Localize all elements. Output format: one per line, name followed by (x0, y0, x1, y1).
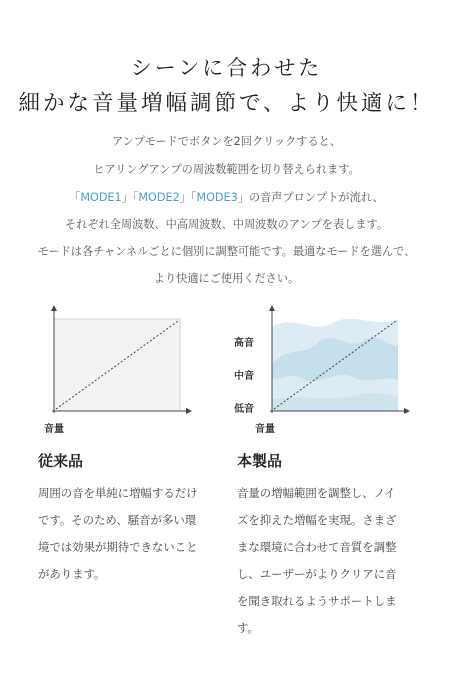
text-line: 周囲の音を単純に増幅するだけ (38, 486, 198, 500)
bracket-open: 「 (69, 191, 81, 204)
product-heading: 本製品 (237, 452, 283, 470)
text-line: です。そのため、騒音が多い環 (38, 513, 197, 527)
product-description (237, 480, 447, 642)
level-low-label: 低音 (234, 404, 254, 415)
x-axis-arrow (186, 408, 192, 414)
description-line-5: モードは各チャンネルごとに個別に調整可能です。最適なモードを選んで、 (37, 245, 416, 258)
text-line: 音量の増幅範囲を調整し、ノイ (237, 486, 396, 500)
mode1-label: MODE1 (80, 191, 122, 204)
text-line: ズを抑えた増幅を実現。さまざ (237, 513, 397, 527)
title-line-1: シーンに合わせた (130, 56, 323, 80)
conventional-heading: 従来品 (38, 452, 84, 470)
description-line-3 (0, 189, 453, 205)
right-x-axis-label: 音量 (255, 424, 275, 435)
description-line-3-rest: 」の音声プロンプトが流れ、 (237, 191, 384, 204)
text-line: す。 (237, 621, 259, 635)
text-line: し、ユーザーがよりクリアに音 (237, 567, 397, 581)
conventional-description (38, 480, 248, 588)
conventional-chart (40, 305, 200, 420)
level-high-label: 高音 (234, 338, 254, 349)
product-chart (258, 305, 418, 420)
description-line-4: それぞれ全周波数、中高周波数、中周波数のアンプを表します。 (64, 218, 389, 231)
bracket-sep-1: 」「 (121, 191, 139, 204)
title-line-2: 細かな音量増幅調節で、より快適に！ (18, 91, 435, 116)
text-line: まな環境に合わせて音質を調整 (237, 540, 397, 554)
mode3-label: MODE3 (196, 191, 238, 204)
mode2-label: MODE2 (138, 191, 180, 204)
description-line-2: ヒアリングアンプの周波数範囲を切り替えられます。 (93, 163, 360, 176)
y-axis-arrow (269, 305, 275, 311)
x-axis-arrow (404, 408, 410, 414)
description-line-1: アンプモードでボタンを2回クリックすると、 (111, 135, 342, 148)
level-mid-label: 中音 (234, 371, 254, 382)
bracket-sep-2: 」「 (179, 191, 197, 204)
text-line: があります。 (38, 567, 106, 581)
left-x-axis-label: 音量 (44, 424, 64, 435)
text-line: 境では効果が期待できないこと (38, 540, 198, 554)
y-axis-arrow (51, 305, 57, 311)
description-line-6: より快適にご使用ください。 (153, 272, 300, 285)
text-line: を聞き取れるようサポートしま (237, 594, 397, 608)
